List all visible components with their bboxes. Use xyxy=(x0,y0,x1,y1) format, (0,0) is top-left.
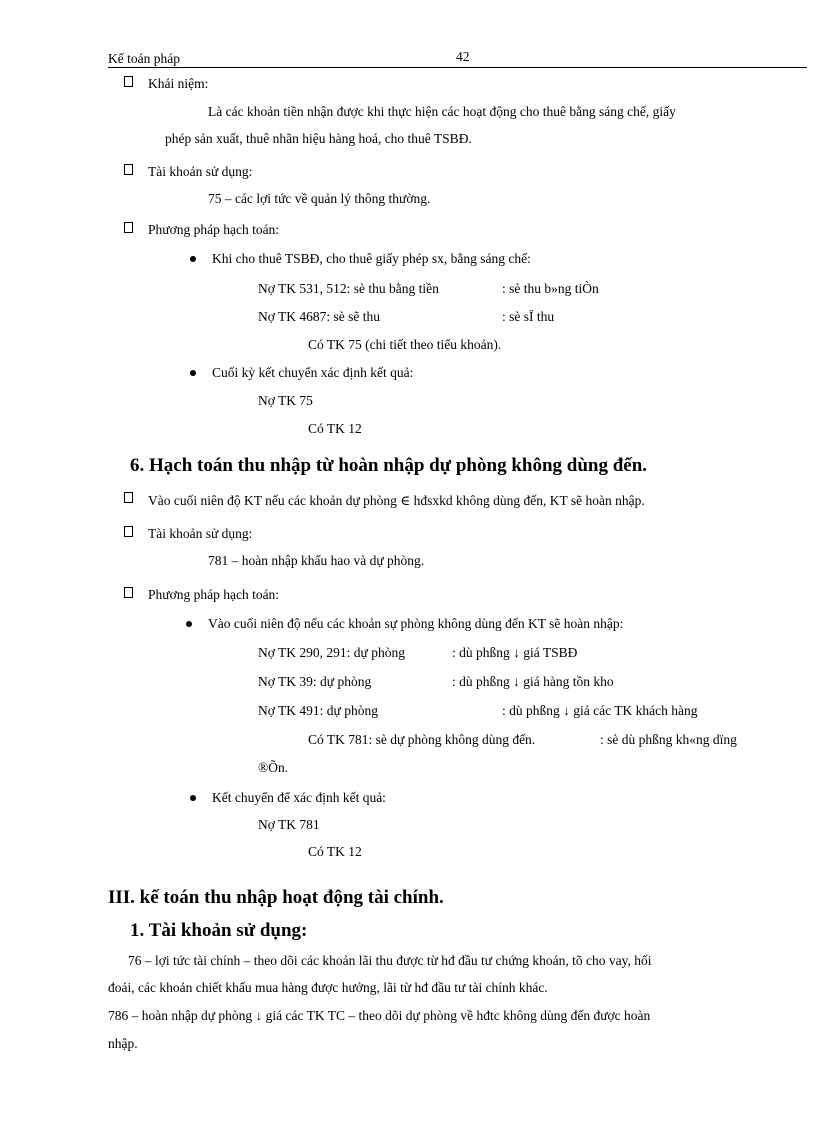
khai-niem-text-1: Là các khoản tiền nhận được khi thực hiện các hoạt động cho thuê bằng sáng chế, giấy xyxy=(208,104,676,119)
bullet-icon xyxy=(186,621,192,627)
entry-note: : dù phßng ↓ giá hàng tồn kho xyxy=(452,674,614,689)
entry-note: : sè sÏ thu xyxy=(502,309,555,324)
bullet-text: Khi cho thuê TSBĐ, cho thuê giấy phép sx, bằng sáng chế: xyxy=(212,251,531,266)
entry-credit: Có TK 12 xyxy=(308,844,362,859)
bullet-text: Kết chuyển để xác định kết quả: xyxy=(212,790,386,805)
entry-note: : dù phßng ↓ giá các TK khách hàng xyxy=(502,703,698,718)
paragraph-line: nhập. xyxy=(108,1036,138,1051)
khai-niem-text-2: phép sản xuất, thuê nhãn hiệu hàng hoá, cho thuê TSBĐ. xyxy=(165,131,472,146)
bullet-text: Cuối kỳ kết chuyển xác định kết quả: xyxy=(212,365,414,380)
entry-debit: Nợ TK 39: dự phòng xyxy=(258,674,372,689)
page-number: 42 xyxy=(456,49,470,64)
entry-note: : sè dù phßng kh«ng dïng xyxy=(600,732,737,747)
entry-debit: Nợ TK 75 xyxy=(258,393,313,408)
entry-debit: Nợ TK 290, 291: dự phòng xyxy=(258,645,405,660)
header-rule xyxy=(108,67,807,68)
paragraph-line: 786 – hoàn nhập dự phòng ↓ giá các TK TC – theo dõi dự phòng về hđtc không dùng đến được hoàn xyxy=(108,1008,651,1023)
khai-niem-label: Khái niệm: xyxy=(148,76,209,91)
entry-note-cont: ®Õn. xyxy=(258,760,289,775)
paragraph-line: 76 – lợi tức tài chính – theo dõi các khoản lãi thu được từ hđ đầu tư chứng khoán, tõ cho vay, hối xyxy=(128,953,652,968)
pp-label: Phương pháp hạch toán: xyxy=(148,587,280,602)
checkbox-icon xyxy=(124,164,133,175)
section-heading: 6. Hạch toán thu nhập từ hoàn nhập dự phòng không dùng đến. xyxy=(130,455,648,476)
tk-text: 75 – các lợi tức về quản lý thông thường. xyxy=(208,191,431,206)
header-title: Kế toán pháp xyxy=(108,51,180,66)
bullet-icon xyxy=(190,256,196,262)
entry-debit: Nợ TK 491: dự phòng xyxy=(258,703,378,718)
entry-note: : sè thu b»ng tiÒn xyxy=(502,281,599,296)
intro-text: Vào cuối niên độ KT nếu các khoản dự phòng ∈ hđsxkd không dùng đến, KT sẽ hoàn nhập. xyxy=(148,493,645,508)
entry-credit: Có TK 781: sè dự phòng không dùng đến. xyxy=(308,732,536,747)
entry-debit: Nợ TK 4687: sè sẽ thu xyxy=(258,309,381,324)
checkbox-icon xyxy=(124,76,133,87)
section-heading: III. kế toán thu nhập hoạt động tài chính. xyxy=(108,887,444,908)
entry-credit: Có TK 12 xyxy=(308,421,362,436)
bullet-icon xyxy=(190,370,196,376)
bullet-icon xyxy=(190,795,196,801)
bullet-text: Vào cuối niên độ nếu các khoản sự phòng không dùng đến KT sẽ hoàn nhập: xyxy=(208,616,624,631)
entry-debit: Nợ TK 781 xyxy=(258,817,320,832)
checkbox-icon xyxy=(124,526,133,537)
subsection-heading: 1. Tài khoản sử dụng: xyxy=(130,920,308,941)
checkbox-icon xyxy=(124,587,133,598)
entry-credit: Có TK 75 (chi tiết theo tiểu khoản). xyxy=(308,337,502,352)
paragraph-line: đoái, các khoản chiết khấu mua hàng được hưởng, lãi từ hđ đầu tư tài chính khác. xyxy=(108,980,548,995)
tk-label: Tài khoản sử dụng: xyxy=(148,164,253,179)
entry-debit: Nợ TK 531, 512: sè thu bằng tiền xyxy=(258,281,439,296)
tk-text: 781 – hoàn nhập khấu hao và dự phòng. xyxy=(208,553,425,568)
checkbox-icon xyxy=(124,222,133,233)
checkbox-icon xyxy=(124,492,133,503)
tk-label: Tài khoản sử dụng: xyxy=(148,526,253,541)
entry-note: : dù phßng ↓ giá TSBĐ xyxy=(452,645,578,660)
pp-label: Phương pháp hạch toán: xyxy=(148,222,280,237)
